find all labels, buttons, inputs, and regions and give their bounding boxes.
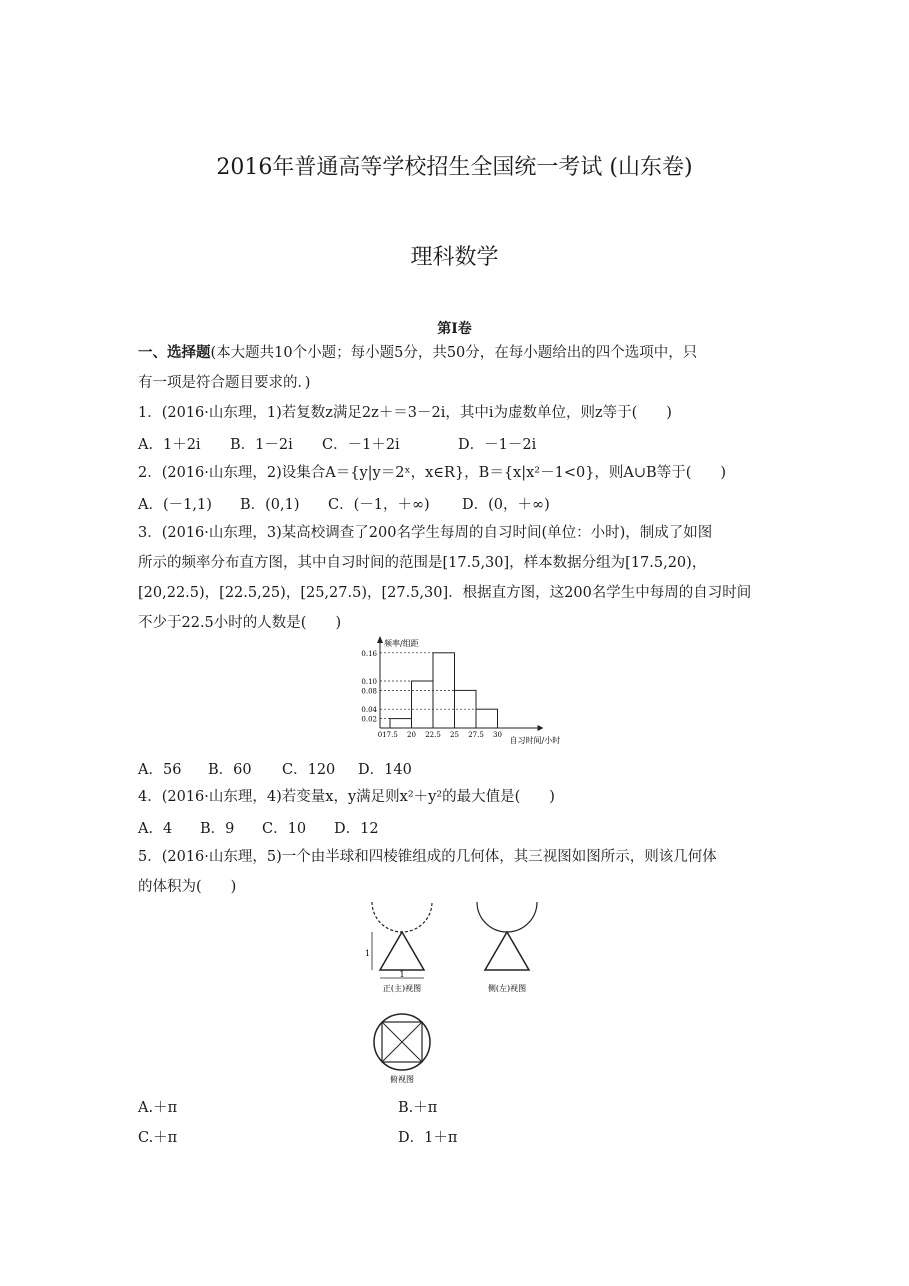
x-tick-label: 22.5 <box>425 731 441 739</box>
front-view-height-label: 1 <box>364 949 370 958</box>
q1-option-a: A．1＋2i <box>138 437 201 453</box>
volume-label: 第Ⅰ卷 <box>437 321 472 337</box>
frequency-histogram <box>340 636 560 751</box>
section-intro <box>138 343 778 363</box>
top-view-label: 俯视图 <box>390 1075 414 1084</box>
three-view-figure <box>362 900 552 1090</box>
y-axis-label: 频率/组距 <box>384 639 419 648</box>
x-tick-label: 27.5 <box>468 731 484 739</box>
q3-option-c: C．120 <box>282 762 336 778</box>
x-tick-label: 25 <box>450 731 459 739</box>
x-tick-label: 17.5 <box>382 731 398 739</box>
y-tick-label: 0.02 <box>361 715 377 724</box>
section-intro-line-2: 有一项是符合题目要求的．) <box>138 375 311 391</box>
q5-option-d: D．1＋π <box>398 1130 458 1146</box>
document-title: 2016年普通高等学校招生全国统一考试 (山东卷) <box>216 155 693 180</box>
q3-line-1: 3．(2016·山东理，3)某高校调查了200名学生每周的自习时间(单位：小时)，制成了如图 <box>138 525 713 541</box>
q5-option-b: B.＋π <box>398 1100 438 1116</box>
q3-line-3: [20,22.5)，[22.5,25)，[25,27.5)，[27.5,30]．根据直方图，这200名学生中每周的自习时间 <box>138 585 752 601</box>
x-tick-label: 30 <box>493 731 502 739</box>
y-axis-arrow <box>377 636 383 643</box>
q2-text: 2．(2016·山东理，2)设集合A＝{y|y＝2ˣ，x∈R}，B＝{x|x²－1<0}，则A∪B等于( ) <box>138 465 727 481</box>
front-view-width-label: 1 <box>399 970 405 979</box>
q2-option-b: B．(0,1) <box>240 497 300 513</box>
x-tick-label: 0 <box>377 731 383 739</box>
q2-option-d: D．(0，＋∞) <box>462 497 550 513</box>
y-tick-label: 0.08 <box>361 687 377 696</box>
q1-text: 1．(2016·山东理，1)若复数z满足2z＋＝3－2i，其中i为虚数单位，则z等于( ) <box>138 405 672 421</box>
q3-option-a: A．56 <box>138 762 182 778</box>
q4-text: 4．(2016·山东理，4)若变量x，y满足则x²＋y²的最大值是( ) <box>138 789 555 805</box>
y-tick-label: 0.04 <box>361 706 377 715</box>
x-axis-label: 自习时间/小时 <box>509 736 560 745</box>
q5-option-a: A.＋π <box>138 1100 178 1116</box>
q5-line-1: 5．(2016·山东理，5)一个由半球和四棱锥组成的几何体，其三视图如图所示，则该几何体 <box>138 849 717 865</box>
front-view <box>365 902 432 993</box>
q1-option-b: B．1－2i <box>230 437 293 453</box>
q4-option-b: B．9 <box>200 821 235 837</box>
top-view <box>374 1014 430 1084</box>
x-axis-arrow <box>538 725 544 731</box>
q5-option-c: C.＋π <box>138 1130 178 1146</box>
q5-line-2: 的体积为( ) <box>138 879 237 895</box>
q3-option-d: D．140 <box>358 762 412 778</box>
document-subtitle: 理科数学 <box>410 245 499 270</box>
front-view-label: 正(主)视图 <box>382 984 422 993</box>
q4-option-c: C．10 <box>262 821 307 837</box>
histogram-bar <box>476 709 498 728</box>
histogram-bar <box>390 719 412 728</box>
section-intro-line-1: (本大题共10个小题；每小题5分，共50分，在每小题给出的四个选项中，只 <box>210 345 698 361</box>
histogram-bar <box>412 681 434 728</box>
q2-option-c: C．(－1，＋∞) <box>328 497 430 513</box>
x-tick-label: 20 <box>407 731 416 739</box>
side-view-label: 侧(左)视图 <box>487 984 527 993</box>
q2-option-a: A．(－1,1) <box>138 497 212 513</box>
section-heading: 一、选择题 <box>138 344 211 361</box>
y-tick-label: 0.10 <box>361 678 377 686</box>
q1-option-c: C．－1＋2i <box>322 437 400 453</box>
q3-line-4: 不少于22.5小时的人数是( ) <box>138 615 342 631</box>
q3-option-b: B．60 <box>208 762 252 778</box>
q1-option-d: D．－1－2i <box>458 437 537 453</box>
y-tick-label: 0.16 <box>361 649 377 658</box>
q4-option-a: A．4 <box>138 821 173 837</box>
q4-option-d: D．12 <box>334 821 379 837</box>
q3-line-2: 所示的频率分布直方图，其中自习时间的范围是[17.5,30]，样本数据分组为[17.5,20)， <box>138 555 707 571</box>
side-view <box>477 902 537 993</box>
